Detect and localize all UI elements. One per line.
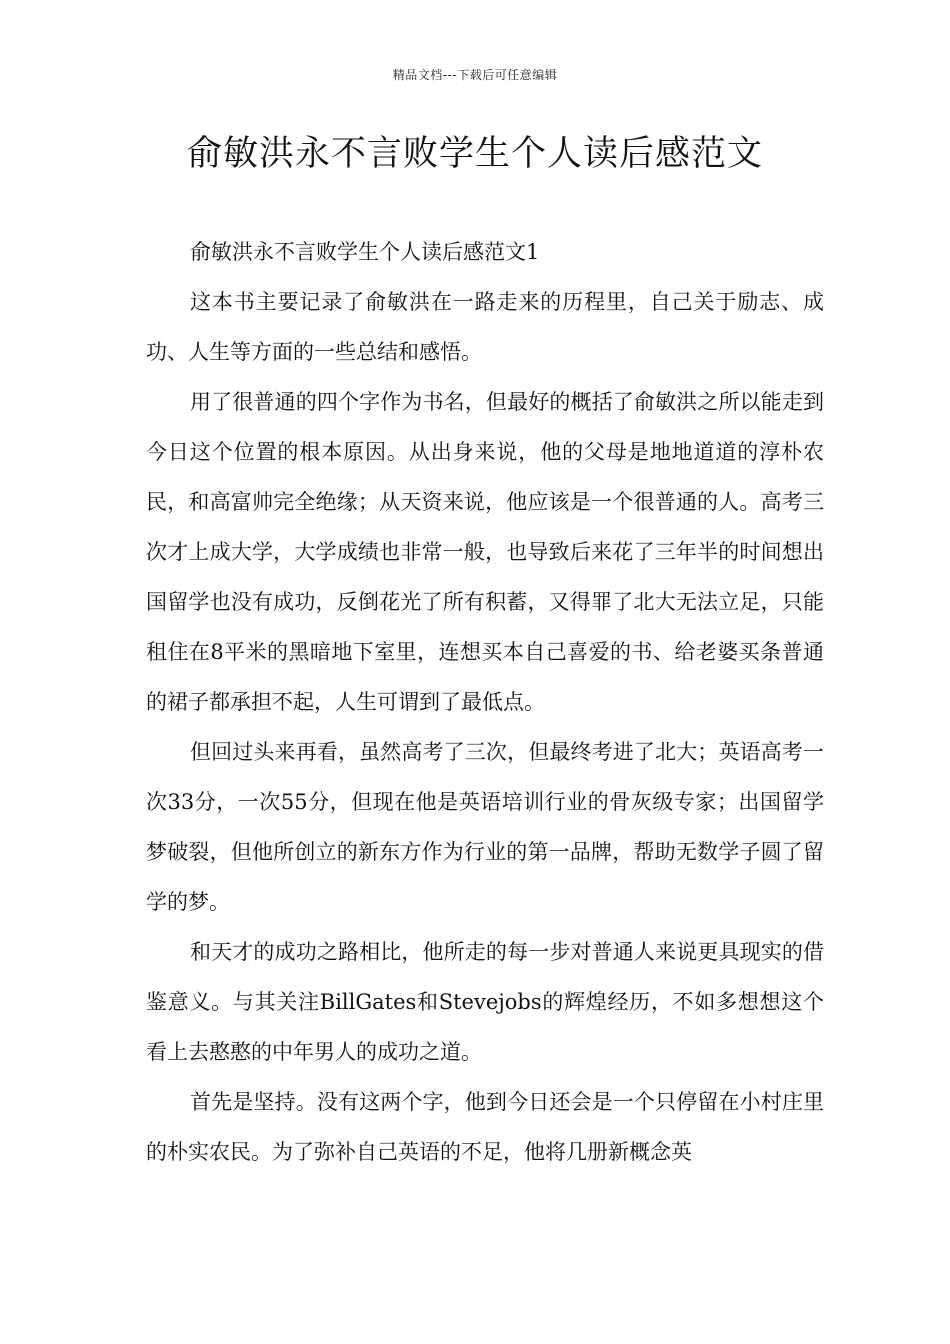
document-body xyxy=(146,227,824,1177)
header-note: 精品文档---下载后可任意编辑 xyxy=(392,68,558,82)
paragraph: 和天才的成功之路相比，他所走的每一步对普通人来说更具现实的借鉴意义。与其关注BillGates和Stevejobs的辉煌经历，不如多想想这个看上去憨憨的中年男人的成功之道。 xyxy=(146,940,824,1064)
paragraph: 用了很普通的四个字作为书名，但最好的概括了俞敏洪之所以能走到今日这个位置的根本原因。从出身来说，他的父母是地地道道的淳朴农民，和高富帅完全绝缘；从天资来说，他应该是一个很普通的人。高考三次才上成大学，大学成绩也非常一般，也导致后来花了三年半的时间想出国留学也没有成功，反倒花光了所有积蓄，又得罪了北大无法立足，只能租住在8平米的黑暗地下室里，连想买本自己喜爱的书、给老婆买条普通的裙子都承担不起，人生可谓到了最低点。 xyxy=(146,390,824,714)
paragraph: 首先是坚持。没有这两个字，他到今日还会是一个只停留在小村庄里的朴实农民。为了弥补自己英语的不足，他将几册新概念英 xyxy=(146,1090,824,1164)
paragraph: 但回过头来再看，虽然高考了三次，但最终考进了北大；英语高考一次33分，一次55分，但现在他是英语培训行业的骨灰级专家；出国留学梦破裂，但他所创立的新东方作为行业的第一品牌，帮助无数学子圆了留学的梦。 xyxy=(146,740,824,914)
paragraph: 俞敏洪永不言败学生个人读后感范文1 xyxy=(190,240,540,264)
document-title: 俞敏洪永不言败学生个人读后感范文 xyxy=(186,134,763,174)
paragraph: 这本书主要记录了俞敏洪在一路走来的历程里，自己关于励志、成功、人生等方面的一些总结和感悟。 xyxy=(146,290,824,364)
